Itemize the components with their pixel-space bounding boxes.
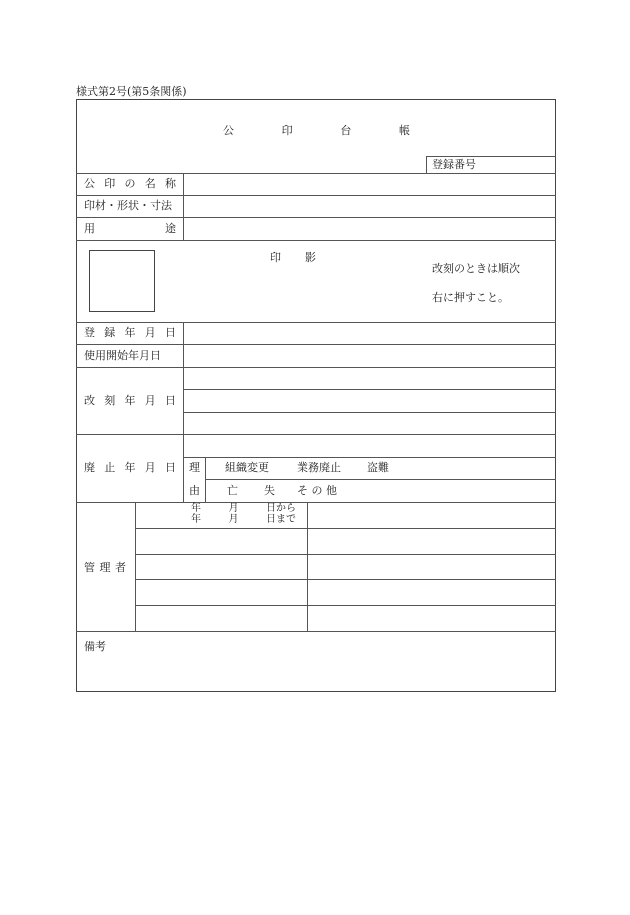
title-char: 台 bbox=[340, 124, 352, 137]
label-char: 月 bbox=[228, 503, 239, 514]
usage-label-left: 用 bbox=[84, 222, 95, 235]
title-char: 帳 bbox=[398, 124, 410, 137]
row-divider bbox=[76, 434, 556, 435]
label-char: 理 bbox=[99, 561, 111, 574]
row-divider bbox=[76, 217, 556, 218]
label-char: 公 bbox=[84, 177, 95, 190]
row-divider bbox=[76, 240, 556, 241]
manager-period-from bbox=[191, 504, 296, 514]
recarve-date-label bbox=[84, 395, 176, 407]
seal-impression-label bbox=[270, 252, 316, 264]
label-char: 日まで bbox=[266, 514, 296, 525]
title-char: 公 bbox=[223, 124, 234, 137]
label-char: 影 bbox=[305, 251, 316, 264]
reason-organization-change: 組織変更 bbox=[225, 461, 269, 474]
reason-subrow-divider bbox=[205, 479, 556, 480]
label-char: 日 bbox=[165, 394, 176, 407]
label-char: 称 bbox=[165, 177, 176, 190]
label-char: 年 bbox=[124, 326, 136, 339]
row-divider bbox=[76, 344, 556, 345]
ledger-title bbox=[223, 125, 410, 137]
label-char: 年 bbox=[124, 394, 136, 407]
material-shape-size-label: 印材・形状・寸法 bbox=[84, 199, 172, 212]
start-of-use-date-label: 使用開始年月日 bbox=[84, 349, 161, 362]
row-divider bbox=[76, 322, 556, 323]
manager-subrow-divider bbox=[135, 579, 556, 580]
seal-impression-box bbox=[89, 250, 155, 312]
label-char: 印 bbox=[270, 251, 281, 264]
usage-label-right: 途 bbox=[165, 222, 176, 235]
recarve-note-line1: 改刻のときは順次 bbox=[432, 262, 520, 275]
row-divider bbox=[76, 173, 556, 174]
reason-loss bbox=[227, 485, 275, 497]
reason-label-char-2: 由 bbox=[189, 484, 200, 497]
seal-name-label bbox=[84, 178, 176, 190]
label-char: 止 bbox=[104, 461, 116, 474]
manager-subrow-divider bbox=[135, 554, 556, 555]
label-column-divider bbox=[183, 173, 184, 240]
row-divider bbox=[76, 195, 556, 196]
row-divider bbox=[76, 631, 556, 632]
label-char: 日から bbox=[266, 503, 296, 514]
recarve-note-line2: 右に押すこと。 bbox=[432, 291, 509, 304]
label-char: 月 bbox=[144, 461, 156, 474]
label-char: 亡 bbox=[227, 484, 238, 497]
manager-period-to bbox=[191, 515, 296, 525]
label-char: 者 bbox=[115, 561, 126, 574]
reason-column-divider bbox=[205, 457, 206, 502]
manager-subrow-divider bbox=[135, 605, 556, 606]
registration-number-label: 登録番号 bbox=[432, 158, 476, 171]
label-char: 年 bbox=[191, 514, 201, 525]
label-char: 管 bbox=[84, 561, 95, 574]
label-char: 年 bbox=[191, 503, 201, 514]
label-char: 印 bbox=[104, 177, 116, 190]
recarve-subrow-divider bbox=[183, 412, 556, 413]
form-header: 様式第2号(第5条関係) bbox=[76, 85, 187, 98]
label-char: 日 bbox=[165, 326, 176, 339]
title-char: 印 bbox=[281, 124, 293, 137]
manager-label bbox=[84, 562, 126, 574]
manager-subrow-divider bbox=[135, 528, 556, 529]
label-char: 月 bbox=[144, 394, 156, 407]
abolition-subrow-divider bbox=[183, 457, 556, 458]
manager-column-divider bbox=[135, 502, 136, 631]
reason-other: そ の 他 bbox=[297, 484, 337, 497]
label-column-divider bbox=[183, 322, 184, 502]
reason-label-char-1: 理 bbox=[189, 461, 200, 474]
remarks-label: 備考 bbox=[84, 640, 106, 653]
reason-theft: 盗難 bbox=[367, 461, 389, 474]
reason-business-abolition: 業務廃止 bbox=[297, 461, 341, 474]
row-divider bbox=[76, 502, 556, 503]
label-char: 廃 bbox=[84, 461, 95, 474]
label-char: の bbox=[124, 177, 136, 190]
label-char: 刻 bbox=[104, 394, 116, 407]
label-char: 改 bbox=[84, 394, 95, 407]
label-char: 録 bbox=[104, 326, 116, 339]
label-char: 登 bbox=[84, 326, 95, 339]
label-char: 月 bbox=[228, 514, 239, 525]
manager-period-divider bbox=[307, 502, 308, 631]
label-char: 月 bbox=[144, 326, 156, 339]
label-char: 名 bbox=[144, 177, 156, 190]
label-char: 失 bbox=[264, 484, 275, 497]
label-char: 日 bbox=[165, 461, 176, 474]
label-char: 年 bbox=[124, 461, 136, 474]
registration-date-label bbox=[84, 327, 176, 339]
row-divider bbox=[76, 367, 556, 368]
recarve-subrow-divider bbox=[183, 389, 556, 390]
abolition-date-label bbox=[84, 462, 176, 474]
